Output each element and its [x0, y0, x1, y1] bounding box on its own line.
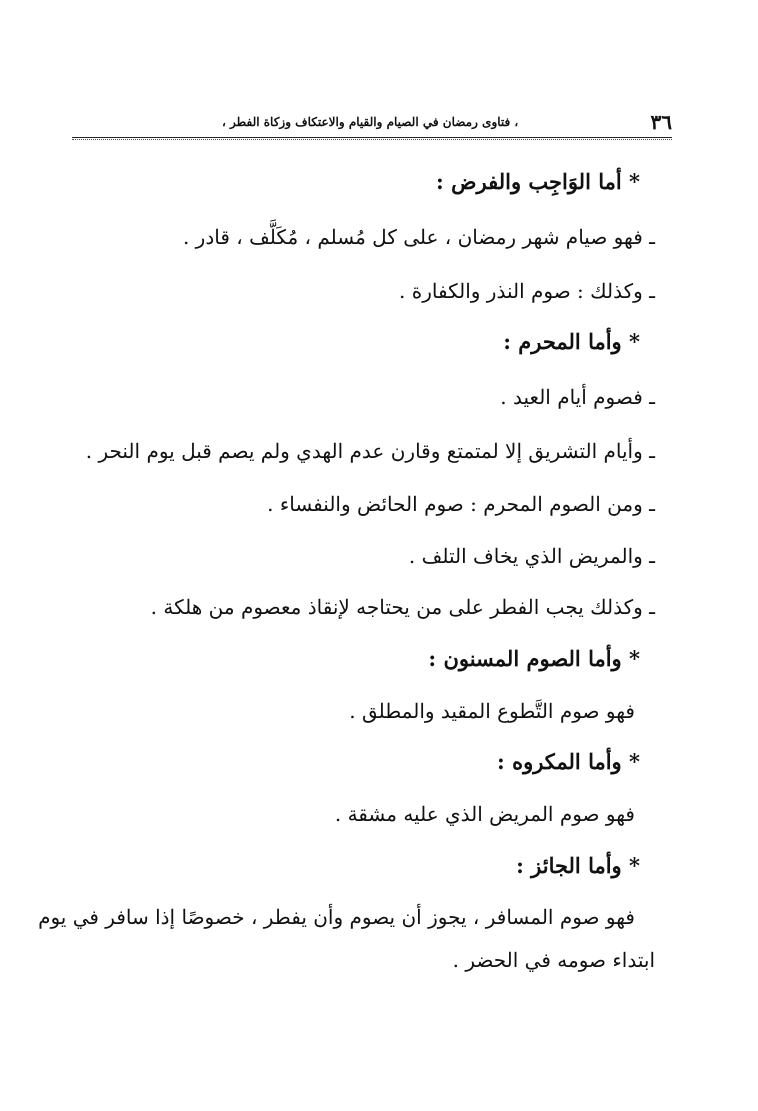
text-line: ـ والمريض الذي يخاف التلف . — [408, 544, 655, 568]
heading-recommended: * وأما الصوم المسنون : — [428, 646, 640, 671]
text-line: فهو صوم التَّطوع المقيد والمطلق . — [349, 699, 635, 723]
heading-forbidden: * وأما المحرم : — [503, 329, 640, 354]
text-line: ـ فهو صيام شهر رمضان ، على كل مُسلم ، مُكَلَّف ، قادر . — [182, 225, 655, 249]
heading-permissible: * وأما الجائز : — [516, 853, 640, 878]
heading-obligatory: * أما الوَاجِب والفرض : — [436, 169, 640, 194]
text-line: ـ وكذلك يجب الفطر على من يحتاجه لإنقاذ معصوم من هلكة . — [150, 595, 655, 619]
text-line: فهو صوم المريض الذي عليه مشقة . — [334, 802, 635, 826]
text-line: ـ ومن الصوم المحرم : صوم الحائض والنفساء . — [267, 492, 655, 516]
running-title: ، فتاوى رمضان في الصيام والقيام والاعتكاف وزكاة الفطر ، — [222, 115, 519, 129]
text-line: ـ فصوم أيام العيد . — [500, 385, 655, 409]
running-header — [72, 110, 672, 136]
header-divider — [72, 137, 672, 140]
text-line: ـ وكذلك : صوم النذر والكفارة . — [399, 279, 655, 303]
text-line: ـ وأيام التشريق إلا لمتمتع وقارن عدم الهدي ولم يصم قبل يوم النحر . — [85, 439, 655, 463]
heading-disliked: * وأما المكروه : — [497, 749, 640, 774]
text-line: فهو صوم المسافر ، يجوز أن يصوم وأن يفطر ، خصوصًا إذا سافر في يوم — [38, 905, 635, 929]
page-number: ٣٦ — [650, 110, 672, 134]
text-line: ابتداء صومه في الحضر . — [452, 948, 655, 972]
